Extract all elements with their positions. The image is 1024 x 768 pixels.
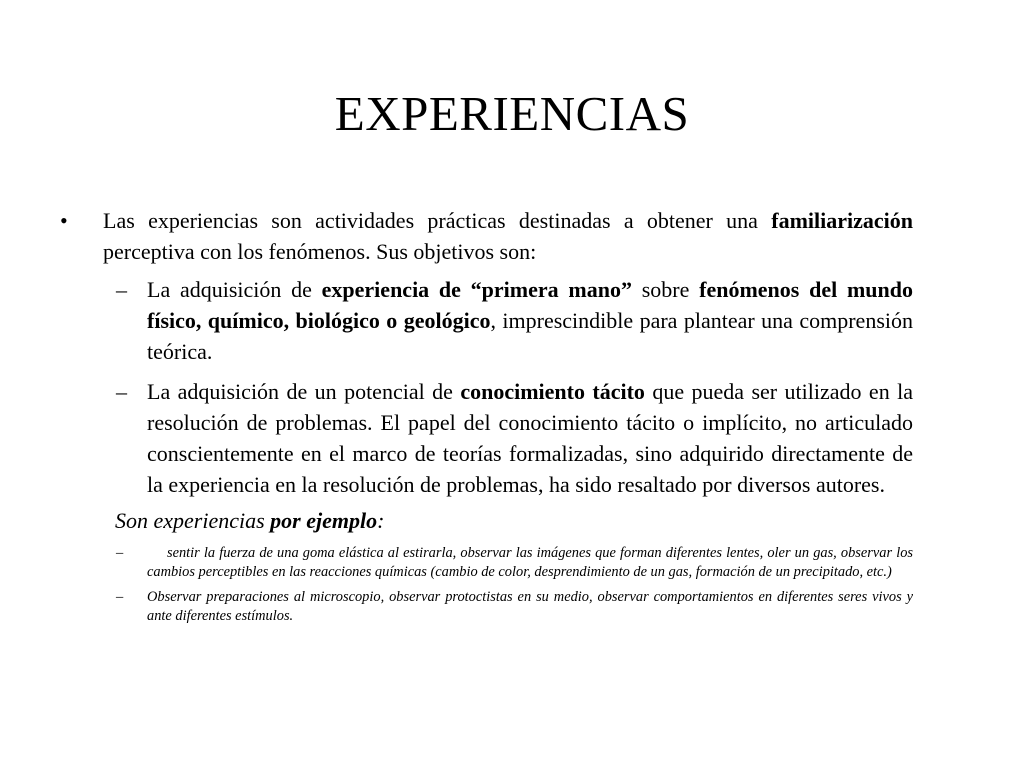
bullet-bold-term: familiarización	[771, 208, 913, 233]
sub-bullet-first-hand-experience	[60, 274, 913, 367]
dash-marker: –	[116, 277, 127, 302]
dash-marker: –	[116, 545, 124, 561]
bullet-marker: •	[60, 208, 68, 233]
sub-bullet-bold-term: experiencia de “primera mano”	[321, 277, 632, 302]
sub-bullet-bold-term: conocimiento tácito	[460, 379, 645, 404]
examples-heading	[60, 505, 913, 536]
dash-marker: –	[116, 379, 127, 404]
example-item-sensory	[60, 544, 913, 582]
sub-bullet-text-part: La adquisición de un potencial de	[147, 379, 461, 404]
slide-title: EXPERIENCIAS	[334, 86, 690, 141]
bullet-objectives	[60, 205, 913, 267]
sub-bullet-text-part: La adquisición de	[147, 277, 322, 302]
examples-heading-colon: :	[377, 508, 385, 533]
examples-heading-bold: por ejemplo	[270, 508, 378, 533]
slide-content	[60, 205, 913, 626]
example-item-microscope	[60, 588, 913, 626]
bullet-text-part: Las experiencias son actividades prácticas destinadas a obtener una	[103, 208, 772, 233]
sub-bullet-text-part: que pueda ser utilizado en la resolución de problemas. El papel del conocimiento tácito o implícito, no articulado conscientemente en el marco de teorías formalizadas, sino adquirido directamente de la experiencia en la resolución de problemas, ha sido resaltado por diversos autores.	[147, 379, 913, 497]
sub-bullet-bold-term: fenómenos del mundo físico, químico, biológico o geológico	[147, 277, 913, 333]
example-text: Observar preparaciones al microscopio, observar protoctistas en su medio, observar comportamientos en diferentes seres vivos y ante diferentes estímulos.	[147, 589, 913, 624]
examples-heading-text: Son experiencias	[115, 508, 271, 533]
sub-bullet-text-part: , imprescindible para plantear una comprensión teórica.	[147, 308, 913, 364]
sub-bullet-text-part: sobre	[631, 277, 700, 302]
bullet-text-part: perceptiva con los fenómenos. Sus objetivos son:	[103, 239, 537, 264]
dash-marker: –	[116, 589, 124, 605]
example-text: sentir la fuerza de una goma elástica al estirarla, observar las imágenes que forman diferentes lentes, oler un gas, observar los cambios perceptibles en las reacciones químicas (cambio de color, desprendimiento de un gas, formación de un precipitado, etc.)	[147, 545, 913, 580]
sub-bullet-tacit-knowledge	[60, 376, 913, 500]
